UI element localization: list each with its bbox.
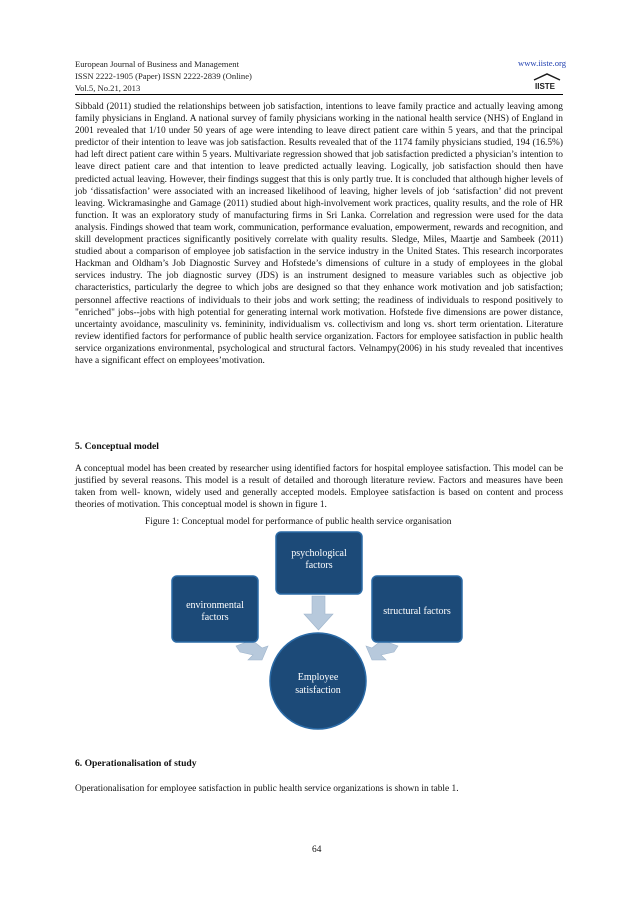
logo-text: IISTE [535, 82, 556, 91]
node-employee-satisfaction [270, 633, 366, 729]
arrow-psychological-to-employee [304, 596, 333, 630]
volume-line: Vol.5, No.21, 2013 [75, 83, 141, 93]
environmental-label-line2: factors [201, 612, 229, 623]
issn-line: ISSN 2222-1905 (Paper) ISSN 2222-2839 (Online) [75, 71, 252, 81]
paragraph-1-text: Sibbald (2011) studied the relationships between job satisfaction, intentions to leave family practice and actually leaving among family physicians in England. A national survey of family physicians working in the national health service (NHS) of England in 2001 revealed that 1/10 under 50 years of age were intending to leave direct patient care within 5 years, and that the principal predictor of their intention to leave was job satisfaction. Results revealed that of the 1174 family physicians studied, 194 (16.5%) had left direct patient care within 5 years. Multivariate regression showed that job satisfaction predicted a physician’s intention to leave direct patient care and that intention to leave predicted actually leaving. Logically, job satisfaction should then have predicted actual leaving. However, their findings suggest that this is only partly true. It is concluded that although higher levels of job ‘dissatisfaction’ were associated with an increased likelihood of leaving, higher levels of job ‘satisfaction’ did not prevent leaving. Wickramasinghe and Gamage (2011) studied about high-involvement work practices, quality results, and the role of HR function. It was an exploratory study of manufacturing firms in Sri Lanka. Correlation and regression were used for the data analysis. Findings showed that team work, communication, performance evaluation, empowerment, rewards and recognition, and skill development practices significantly positively correlate with quality results. Sledge, Miles, Maartje and Sambeek (2011) studied about a comparison of employee job satisfaction in the service industry in the United States. This research incorporates Hackman and Oldham’s Job Diagnostic Survey and Hofstede’s dimensions of culture in a study of employees in the global services industry. The job diagnostic survey (JDS) is an instrument designed to measure variables such as objective job characteristics, particularly the degree to which jobs are designed so that they enhance work motivation and job satisfaction; personnel affective reactions of individuals to their jobs and work setting; the readiness of individuals to respond positively to "enriched" jobs--jobs with high potential for generating internal work motivation. Hofstede five dimensions are power distance, uncertainty avoidance, masculinity vs. femininity, individualism vs. collectivism and long vs. short term orientation. Literature review identified factors for performance of public health service organization. Factors for employee satisfaction in public health service organizations environmental, psychological and structural factors. Velnampy(2006) in his study revealed that incentives have a significant effect on employees’motivation. [75, 102, 563, 366]
environmental-label-line1: environmental [186, 600, 244, 611]
node-environmental-factors [172, 576, 258, 642]
arrow-environmental-to-employee [236, 640, 268, 660]
section-5-heading: 5. Conceptual model [75, 441, 159, 452]
operationalisation-paragraph [75, 783, 563, 795]
node-structural-factors [372, 576, 462, 642]
employee-label-line2: satisfaction [295, 685, 341, 696]
node-psychological-factors [276, 532, 362, 594]
employee-label-line1: Employee [297, 672, 339, 683]
journal-url-link[interactable]: www.iiste.org [518, 58, 566, 68]
paragraph-2-text: A conceptual model has been created by researcher using identified factors for hospital employee satisfaction. This model can be justified by several reasons. This model is a result of detailed and thorough literature review. Factors and measures have been taken from well- known, widely used and generally accepted models. Employee satisfaction is based on content and process theories of motivation. This conceptual model is shown in figure 1. [75, 464, 563, 511]
structural-label: structural factors [383, 606, 451, 617]
paragraph-3-text: Operationalisation for employee satisfaction in public health service organizations is shown in table 1. [75, 784, 459, 794]
psychological-label-line2: factors [305, 560, 333, 571]
arrow-structural-to-employee [366, 640, 398, 660]
page-number: 64 [312, 845, 322, 855]
psychological-label-line1: psychological [291, 548, 347, 559]
journal-name: European Journal of Business and Management [75, 59, 239, 69]
figure-1-caption: Figure 1: Conceptual model for performance of public health service organisation [145, 517, 452, 527]
section-6-heading: 6. Operationalisation of study [75, 758, 197, 769]
